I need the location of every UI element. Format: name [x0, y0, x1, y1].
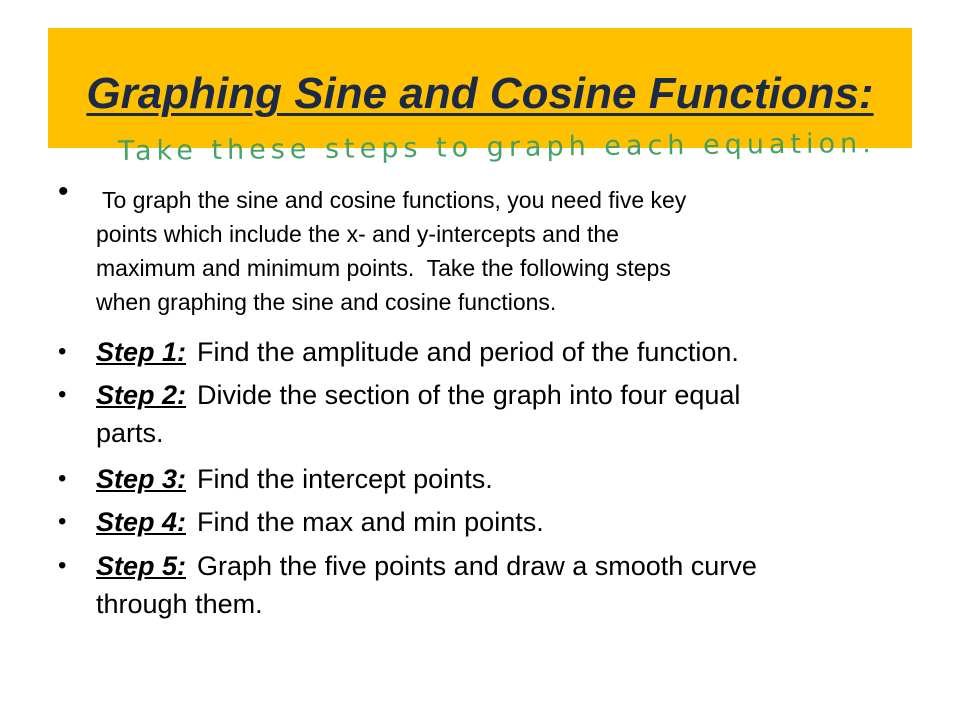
bullet-icon: • — [58, 175, 69, 208]
bullet-icon: • — [58, 508, 67, 535]
step-text: Find the intercept points. — [197, 464, 493, 494]
step-label: Step 4: — [96, 507, 187, 537]
bullet-icon: • — [58, 465, 67, 492]
step-line — [96, 333, 739, 371]
step-line — [96, 547, 757, 585]
bullet-icon: • — [58, 552, 67, 579]
step-3 — [96, 460, 493, 498]
intro-line: when graphing the sine and cosine functions. — [96, 289, 557, 315]
step-label: Step 1: — [96, 337, 187, 367]
step-2 — [96, 376, 740, 452]
bullet-icon: • — [58, 338, 67, 365]
step-label: Step 5: — [96, 551, 187, 581]
handwritten-annotation: Take these steps to graph each equation. — [117, 128, 876, 167]
bullet-icon: • — [58, 381, 67, 408]
step-line — [96, 376, 740, 414]
slide-title: Graphing Sine and Cosine Functions: — [86, 69, 874, 118]
step-text: Find the max and min points. — [197, 507, 544, 537]
intro-line: To graph the sine and cosine functions, you need five key — [96, 187, 687, 213]
step-text: Find the amplitude and period of the function. — [197, 337, 739, 367]
step-4 — [96, 503, 544, 541]
intro-line: maximum and minimum points. Take the following steps — [96, 255, 671, 281]
step-label: Step 2: — [96, 380, 187, 410]
intro-paragraph — [96, 183, 686, 319]
step-line — [96, 503, 544, 541]
step-label: Step 3: — [96, 464, 187, 494]
step-text: through them. — [96, 589, 263, 619]
step-1 — [96, 333, 739, 371]
step-text: Graph the five points and draw a smooth curve — [197, 551, 757, 581]
step-line — [96, 460, 493, 498]
step-text: parts. — [96, 418, 164, 448]
step-text: Divide the section of the graph into four equal — [197, 380, 741, 410]
intro-line: points which include the x- and y-intercepts and the — [96, 221, 619, 247]
step-5 — [96, 547, 757, 623]
